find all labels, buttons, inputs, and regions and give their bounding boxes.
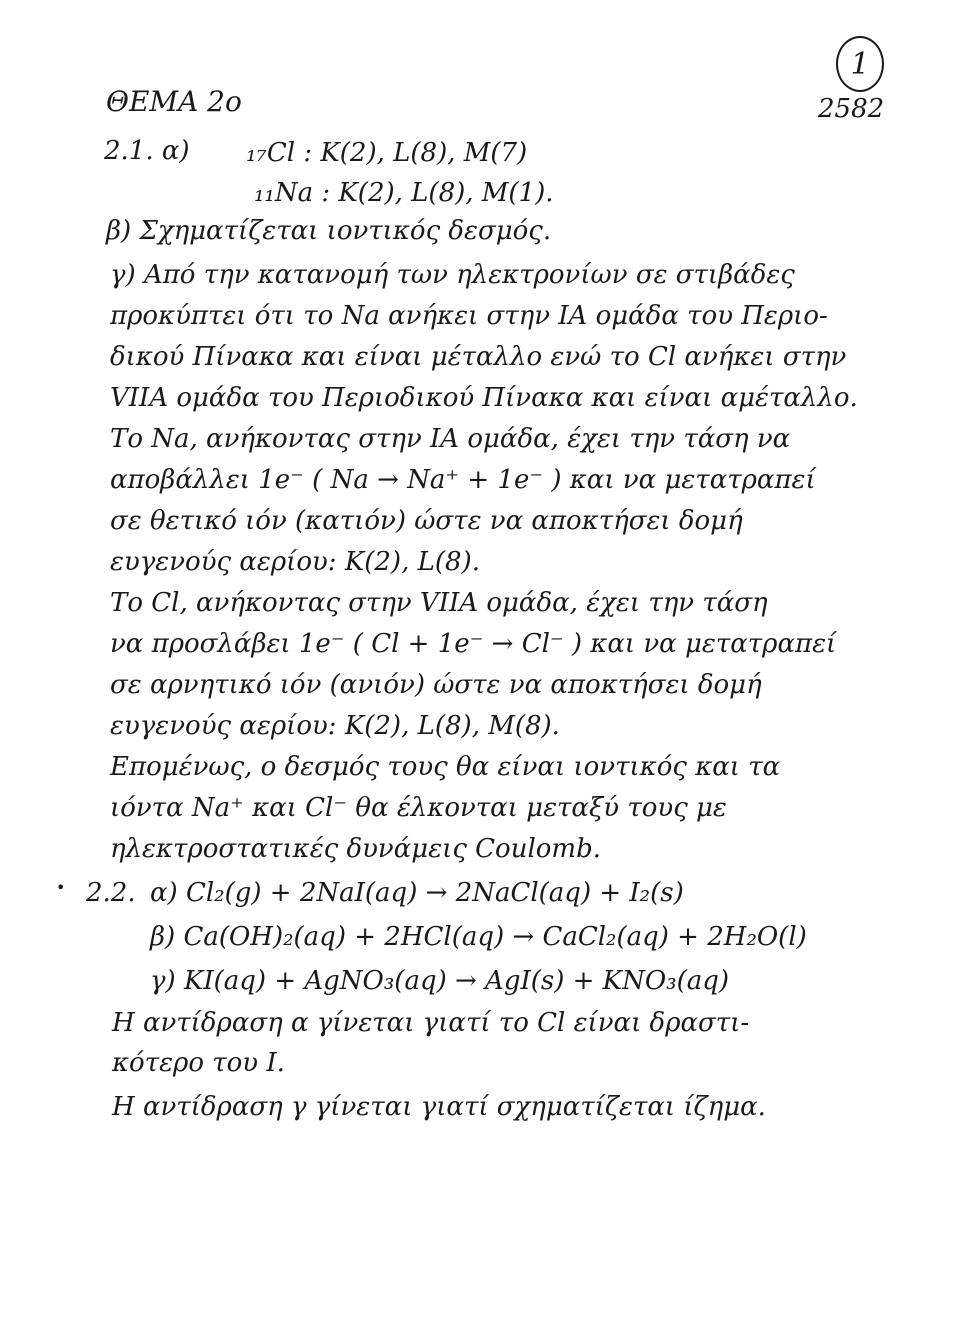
reaction-b: β) Ca(OH)₂(aq) + 2HCl(aq) → CaCl₂(aq) + 2H₂O(l) (150, 922, 807, 952)
section-2-2-label: 2.2. (86, 878, 136, 908)
answer-g-line: γ) Από την κατανομή των ηλεκτρονίων σε στιβάδες (110, 260, 795, 290)
electron-config-cl: ₁₇Cl : K(2), L(8), M(7) (246, 138, 528, 168)
answer-g-line: ιόντα Na⁺ και Cl⁻ θα έλκονται μεταξύ τους με (110, 793, 727, 823)
heading: ΘΕΜΑ 2ο (106, 85, 242, 118)
electron-config-na: ₁₁Na : K(2), L(8), M(1). (254, 178, 554, 208)
explanation-a-cont: κότερο του I. (112, 1048, 285, 1078)
answer-g-line: Το Cl, ανήκοντας στην VIIA ομάδα, έχει την τάση (110, 588, 768, 618)
answer-g-line: VIIA ομάδα του Περιοδικού Πίνακα και είναι αμέταλλο. (110, 383, 858, 413)
answer-g-line: ηλεκτροστατικές δυνάμεις Coulomb. (110, 834, 601, 864)
answer-g-line: ευγενούς αερίου: K(2), L(8). (110, 547, 480, 577)
document-code: 2582 (818, 94, 885, 124)
answer-g-line: σε θετικό ιόν (κατιόν) ώστε να αποκτήσει δομή (110, 506, 743, 536)
explanation-g: Η αντίδραση γ γίνεται γιατί σχηματίζεται ίζημα. (112, 1092, 766, 1122)
answer-g-line: προκύπτει ότι το Na ανήκει στην IA ομάδα του Περιο- (110, 301, 828, 331)
section-2-1-a-label: 2.1. α) (104, 136, 190, 166)
answer-g-line: να προσλάβει 1e⁻ ( Cl + 1e⁻ → Cl⁻ ) και να μετατραπεί (110, 629, 837, 659)
answer-g-line: αποβάλλει 1e⁻ ( Na → Na⁺ + 1e⁻ ) και να μετατραπεί (110, 465, 816, 495)
answer-g-line: Το Na, ανήκοντας στην IA ομάδα, έχει την τάση να (110, 424, 791, 454)
answer-g-line: Επομένως, ο δεσμός τους θα είναι ιοντικός και τα (110, 752, 781, 782)
page-number-circle: 1 (836, 36, 884, 92)
reaction-a: α) Cl₂(g) + 2NaI(aq) → 2NaCl(aq) + I₂(s) (150, 878, 684, 908)
margin-dot: • (56, 878, 66, 897)
explanation-a: Η αντίδραση α γίνεται γιατί το Cl είναι δραστι- (112, 1008, 750, 1038)
answer-g-line: ευγενούς αερίου: K(2), L(8), M(8). (110, 711, 560, 741)
reaction-g: γ) KI(aq) + AgNO₃(aq) → AgI(s) + KNO₃(aq) (150, 966, 730, 996)
answer-b: β) Σχηματίζεται ιοντικός δεσμός. (106, 216, 552, 246)
answer-g-line: δικού Πίνακα και είναι μέταλλο ενώ το Cl ανήκει στην (110, 342, 847, 372)
answer-g-line: σε αρνητικό ιόν (ανιόν) ώστε να αποκτήσει δομή (110, 670, 762, 700)
